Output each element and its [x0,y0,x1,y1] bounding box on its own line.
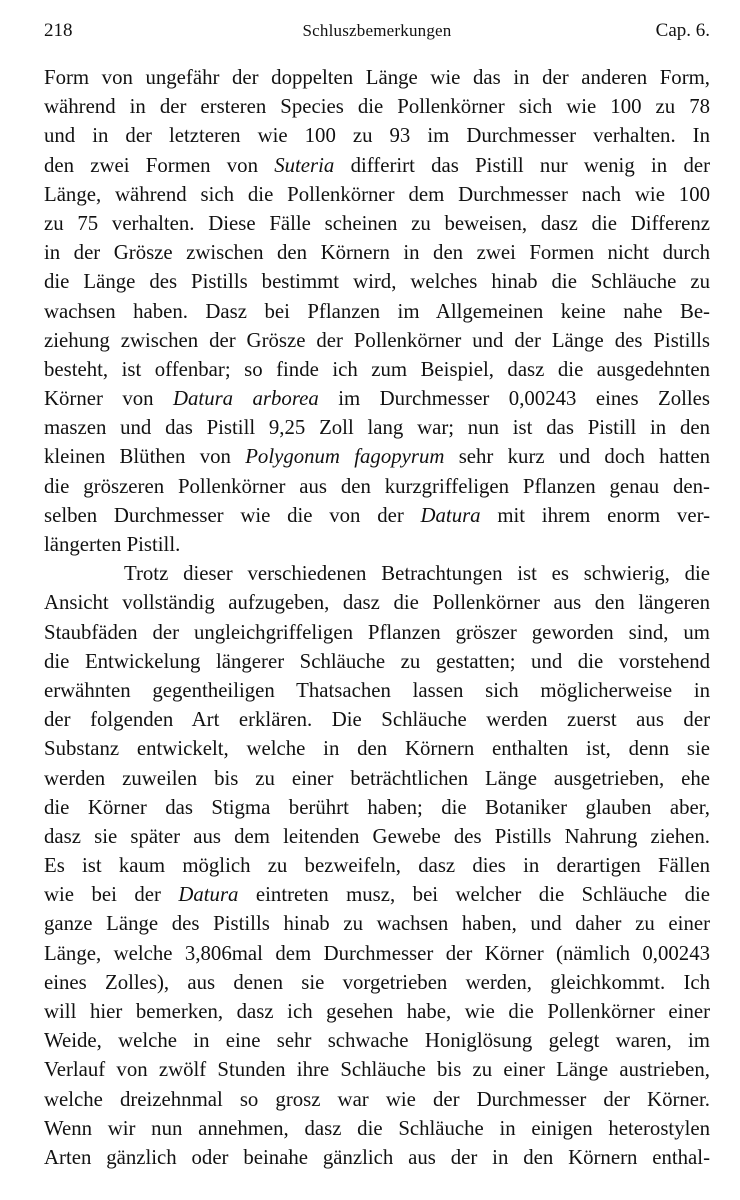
text-segment: Es ist kaum möglich zu bezweifeln, dasz dies in derartigen Fällen [44,854,710,878]
text-line [44,472,710,501]
text-line [44,1085,710,1114]
text-line [44,238,710,267]
text-segment: Arten gänzlich oder beinahe gänzlich aus der in den Körnern enthal- [44,1145,710,1169]
text-segment: Substanz entwickelt, welche in den Körnern enthalten ist, denn sie [44,737,710,761]
text-segment: die gröszeren Pollenkörner aus den kurzgriffeligen Pflanzen genau den- [44,474,710,498]
text-line [44,647,710,676]
text-segment: will hier bemerken, dasz ich gesehen habe, wie die Pollenkörner einer [44,1000,710,1023]
paragraph [44,559,710,1172]
text-line [44,413,710,442]
text-segment: während in der ersteren Species die Pollenkörner sich wie 100 zu 78 [44,95,710,119]
text-line [44,968,710,997]
text-line [44,705,710,734]
text-segment: maszen und das Pistill 9,25 Zoll lang war; nun ist das Pistill in den [44,416,710,440]
text-line [44,1055,710,1084]
text-segment: die Länge des Pistills bestimmt wird, welches hinab die Schläuche zu [44,270,710,294]
text-line [44,384,710,413]
text-line [44,588,710,617]
text-segment: welche dreizehnmal so grosz war wie der Durchmesser der Körner. [44,1087,710,1111]
text-segment: Körner von [44,387,173,411]
text-line [44,997,710,1026]
text-line [44,180,710,209]
text-line [44,63,710,92]
text-line [44,764,710,793]
text-line [44,530,710,559]
text-line [44,1026,710,1055]
text-segment: besteht, ist offenbar; so finde ich zum Beispiel, dasz die ausgedehnten [44,357,710,381]
text-segment: eintreten musz, bei welcher die Schläuche die [238,883,710,907]
text-segment: Verlauf von zwölf Stunden ihre Schläuche bis zu einer Länge austrieben, [44,1058,710,1082]
text-segment: sehr kurz und doch hatten [444,445,710,469]
text-line [44,822,710,851]
italic-term: Polygonum fagopyrum [245,445,445,469]
text-line [44,851,710,880]
text-segment: dasz sie später aus dem leitenden Gewebe des Pistills Nahrung ziehen. [44,824,710,848]
text-line [44,297,710,326]
text-segment: wie bei der [44,883,179,907]
italic-term: Suteria [274,153,335,177]
italic-term: Datura [178,883,239,907]
text-segment: Staubfäden der ungleichgriffeligen Pflanzen gröszer geworden sind, um [44,620,710,644]
text-segment: die Körner das Stigma berührt haben; die Botaniker glauben aber, [44,795,710,819]
text-line [44,209,710,238]
chapter-label: Cap. 6. [655,20,710,41]
text-segment: mit ihrem enorm ver- [480,503,711,527]
text-segment: im Durchmesser 0,00243 eines Zolles [318,387,710,411]
text-segment: der folgenden Art erklären. Die Schläuche werden zuerst aus der [44,708,710,732]
text-line [44,676,710,705]
text-segment: Weide, welche in eine sehr schwache Honiglösung gelegt waren, im [44,1029,710,1053]
text-segment: Ansicht vollständig aufzugeben, dasz die Pollenkörner aus den längeren [44,591,710,615]
text-segment: in der Grösze zwischen den Körnern in den zwei Formen nicht durch [44,241,710,265]
text-line [44,1143,710,1172]
text-line [44,121,710,150]
text-segment: werden zuweilen bis zu einer beträchtlichen Länge ausgetrieben, ehe [44,766,710,790]
text-line [44,618,710,647]
paragraph [44,63,710,559]
text-segment: Länge, während sich die Pollenkörner dem Durchmesser nach wie 100 [44,182,710,206]
text-segment: Trotz dieser verschiedenen Betrachtungen ist es schwierig, die [124,562,710,586]
italic-term: Datura arborea [173,387,319,411]
text-segment: eines Zolles), aus denen sie vorgetrieben werden, gleichkommt. Ich [44,970,710,994]
text-segment: Form von ungefähr der doppelten Länge wie das in der anderen Form, [44,66,710,89]
running-title: Schluszbemerkungen [302,21,452,40]
text-line [44,92,710,121]
text-line [44,939,710,968]
text-line [44,355,710,384]
text-line [44,326,710,355]
text-segment: längerten Pistill. [44,533,181,556]
text-segment: zu 75 verhalten. Diese Fälle scheinen zu beweisen, dasz die Differenz [44,211,710,235]
text-segment: und in der letzteren wie 100 zu 93 im Durchmesser verhalten. In [44,124,710,148]
text-line [44,442,710,471]
running-head [44,16,710,46]
text-segment: ganze Länge des Pistills hinab zu wachsen haben, und daher zu einer [44,912,710,936]
text-segment: den zwei Formen von [44,153,275,177]
italic-term: Datura [420,503,481,527]
text-line [44,501,710,530]
text-segment: ziehung zwischen der Grösze der Pollenkörner und der Länge des Pistills [44,328,710,352]
text-segment: wachsen haben. Dasz bei Pflanzen im Allgemeinen keine nahe Be- [44,299,710,323]
text-line [44,151,710,180]
text-line [44,793,710,822]
text-segment: differirt das Pistill nur wenig in der [334,153,710,177]
text-line [44,559,710,588]
text-segment: erwähnten gegentheiligen Thatsachen lassen sich möglicherweise in [44,678,710,702]
text-line [44,267,710,296]
text-segment: Wenn wir nun annehmen, dasz die Schläuche in einigen heterostylen [44,1116,710,1140]
text-segment: Länge, welche 3,806mal dem Durchmesser der Körner (nämlich 0,00243 [44,941,710,965]
text-line [44,909,710,938]
text-line [44,880,710,909]
text-segment: die Entwickelung längerer Schläuche zu gestatten; und die vorstehend [44,649,710,673]
text-segment: selben Durchmesser wie die von der [44,503,421,527]
page-number: 218 [44,20,73,41]
text-segment: kleinen Blüthen von [44,445,246,469]
text-line [44,1114,710,1143]
text-line [44,734,710,763]
body-text [44,63,710,1172]
